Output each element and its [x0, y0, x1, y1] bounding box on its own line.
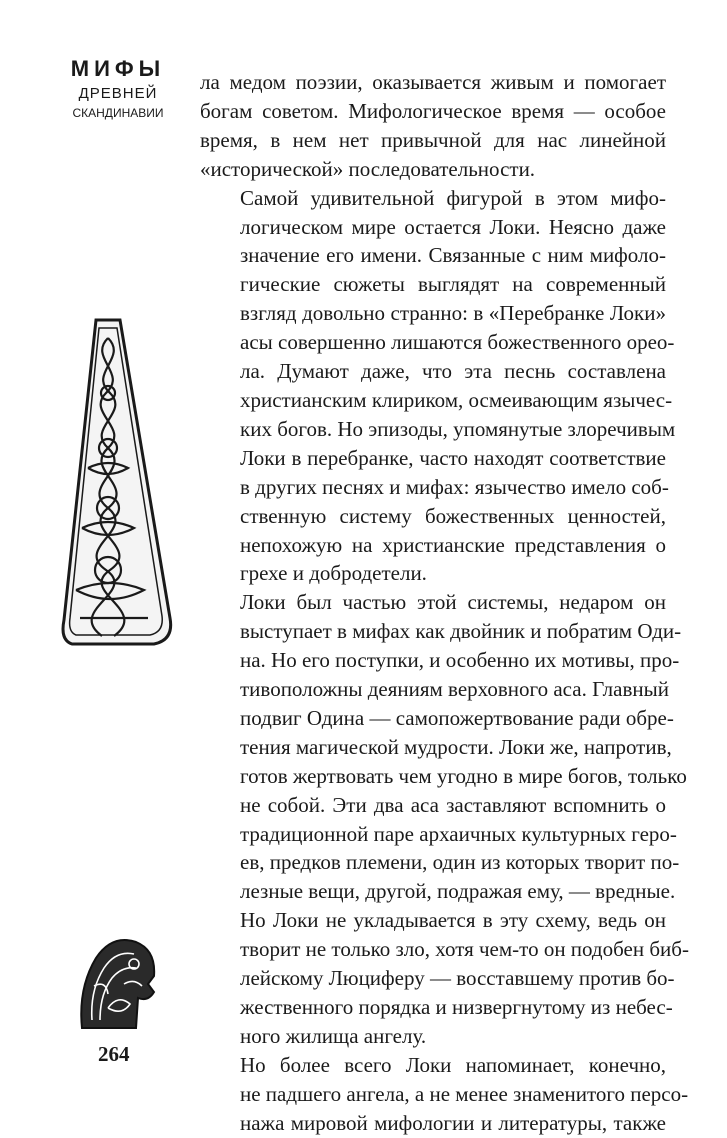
text-line: нажа мировой мифологии и литературы, также — [240, 1110, 666, 1135]
text-line: грехе и добродетели. — [240, 561, 427, 586]
body-text — [200, 68, 689, 1138]
text-line: ев, предков племени, один из которых творит по- — [240, 850, 680, 875]
text-line: не падшего ангела, а не менее знаменитого персо- — [240, 1081, 689, 1106]
paragraph — [200, 68, 666, 184]
paragraph — [200, 1051, 689, 1138]
text-line: «исторической» последовательности. — [200, 156, 536, 181]
text-line: Но Локи не укладывается в эту схему, ведь он — [240, 908, 666, 933]
text-line: значение его имени. Связанные с ним мифоло- — [240, 243, 666, 268]
text-line: ла. Думают даже, что эта песнь составлена — [240, 359, 666, 384]
text-line: ного жилища ангелу. — [240, 1023, 427, 1048]
text-line: богам советом. Мифологическое время — особое — [200, 98, 666, 123]
text-line: ких богов. Но эпизоды, упомянутые злоречивым — [240, 416, 676, 441]
text-line: тения магической мудрости. Локи же, напротив, — [240, 734, 672, 759]
text-line: Локи в перебранке, часто находят соответствие — [240, 445, 666, 470]
text-line: логическом мире остается Локи. Неясно даже — [240, 214, 666, 239]
text-line: тивоположны деяниям верховного аса. Главный — [240, 677, 669, 702]
text-line: традиционной паре архаичных культурных геро- — [240, 821, 677, 846]
text-line: ла медом поэзии, оказывается живым и помогает — [200, 70, 666, 94]
text-line: взгляд довольно странно: в «Перебранке Локи» — [240, 301, 666, 326]
text-line: жественного порядка и низвергнутому из небес- — [240, 995, 673, 1019]
celtic-knot-ornament-icon — [58, 318, 180, 648]
page-number: 264 — [98, 1042, 130, 1066]
text-line: лейскому Люциферу — восставшему против бо- — [240, 966, 675, 991]
text-line: Но более всего Локи напоминает, конечно, — [240, 1052, 666, 1077]
running-title-line-3: СКАНДИНАВИИ — [72, 105, 164, 120]
running-title — [62, 56, 174, 120]
text-line: время, в нем нет привычной для нас линейной — [200, 127, 666, 152]
text-line: творит не только зло, хотя чем-то он подобен биб- — [240, 937, 689, 962]
running-title-line-1: МИФЫ — [70, 56, 166, 81]
text-line: выступает в мифах как двойник и побратим Оди- — [240, 619, 682, 644]
text-line: лезные вещи, другой, подражая ему, — вредные. — [240, 879, 676, 904]
text-line: гические сюжеты выглядят на современный — [240, 272, 666, 297]
text-line: ственную систему божественных ценностей, — [240, 503, 666, 528]
paragraph — [200, 588, 689, 1051]
text-line: непохожую на христианские представления о — [240, 532, 666, 557]
running-title-line-2: ДРЕВНЕЙ — [78, 85, 158, 103]
text-line: Самой удивительной фигурой в этом мифо- — [240, 185, 666, 210]
text-line: христианским клириком, осмеивающим язычес- — [240, 387, 673, 412]
text-line: асы совершенно лишаются божественного орео- — [240, 330, 675, 355]
text-line: готов жертвовать чем угодно в мире богов, только — [240, 763, 687, 788]
text-line: подвиг Одина — самопожертвование ради обре- — [240, 705, 674, 730]
text-line: на. Но его поступки, и особенно их мотивы, про- — [240, 648, 680, 673]
text-line: Локи был частью этой системы, недаром он — [240, 590, 666, 615]
dragon-head-ornament-icon — [78, 928, 160, 1038]
paragraph — [200, 184, 676, 589]
text-line: не собой. Эти два аса заставляют вспомнить о — [240, 792, 666, 817]
text-line: в других песнях и мифах: язычество имело соб- — [240, 474, 669, 499]
